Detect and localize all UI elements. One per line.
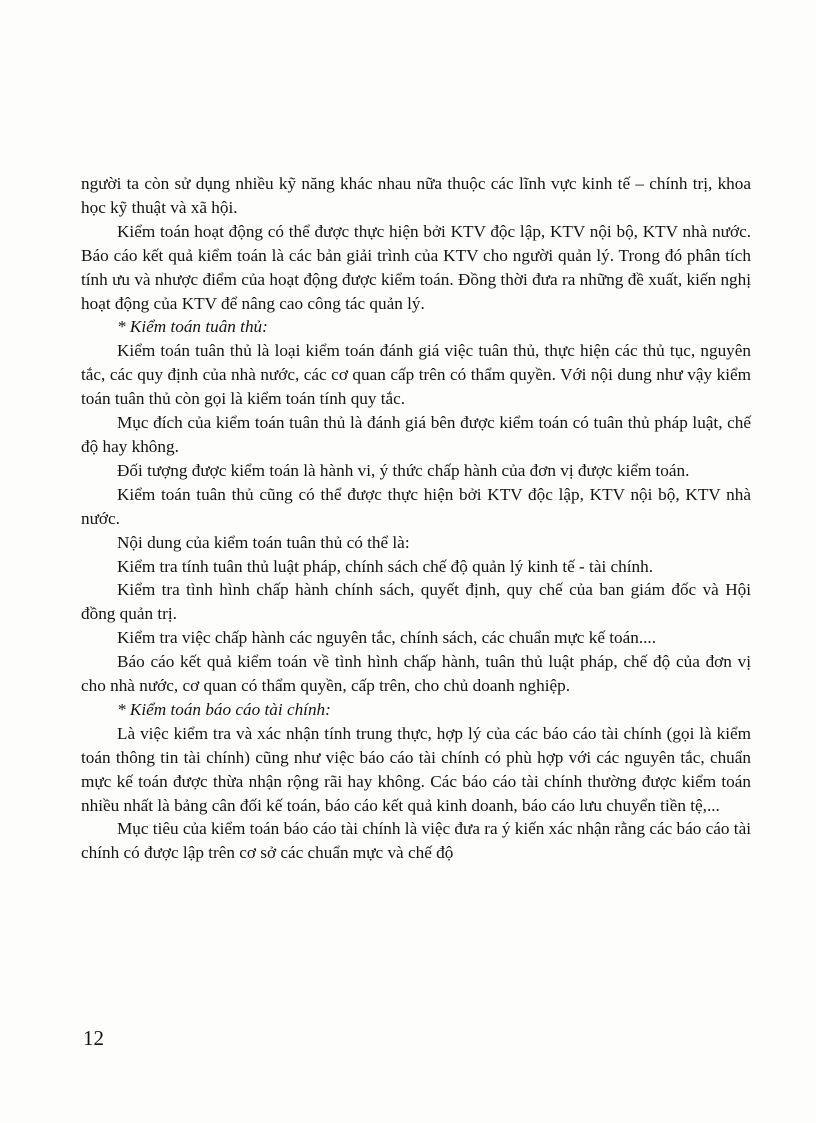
paragraph: Mục tiêu của kiểm toán báo cáo tài chính là việc đưa ra ý kiến xác nhận rằng các báo cáo tài chính có được lập trên cơ sở các chuẩn mực và chế độ [81, 819, 751, 863]
paragraph: Nội dung của kiểm toán tuân thủ có thể là: [117, 532, 410, 552]
section-heading-text: * Kiểm toán báo cáo tài chính: [117, 699, 331, 719]
list-item: Kiểm tra tình hình chấp hành chính sách, quyết định, quy chế của ban giám đốc và Hội đồng quản trị. [81, 580, 751, 624]
paragraph: Kiểm toán hoạt động có thể được thực hiện bởi KTV độc lập, KTV nội bộ, KTV nhà nước. Báo cáo kết quả kiểm toán là các bản giải trình của KTV cho người quản lý. Trong đó phân tích tính ưu và nhược điểm của hoạt động được kiểm toán. Đồng thời đưa ra những đề xuất, kiến nghị hoạt động của KTV để nâng cao công tác quản lý. [81, 221, 751, 313]
paragraph: Kiểm toán tuân thủ cũng có thể được thực hiện bởi KTV độc lập, KTV nội bộ, KTV nhà nước. [81, 484, 751, 528]
paragraph: Báo cáo kết quả kiểm toán về tình hình chấp hành, tuân thủ luật pháp, chế độ của đơn vị cho nhà nước, cơ quan có thẩm quyền, cấp trên, cho chủ doanh nghiệp. [81, 652, 751, 696]
list-item: Kiểm tra tính tuân thủ luật pháp, chính sách chế độ quản lý kinh tế - tài chính. [117, 556, 654, 576]
section-heading-text: * Kiểm toán tuân thủ: [117, 317, 268, 337]
page-number: 12 [83, 1026, 104, 1050]
paragraph: người ta còn sử dụng nhiều kỹ năng khác nhau nữa thuộc các lĩnh vực kinh tế – chính trị, khoa học kỹ thuật và xã hội. [81, 174, 751, 217]
paragraph: Là việc kiểm tra và xác nhận tính trung thực, hợp lý của các báo cáo tài chính (gọi là kiểm toán thông tin tài chính) cũng như việc báo cáo tài chính có phù hợp với các nguyên tắc, chuẩn mực kế toán được thừa nhận rộng rãi hay không. Các báo cáo tài chính thường được kiểm toán nhiều nhất là bảng cân đối kế toán, báo cáo kết quả kinh doanh, báo cáo lưu chuyển tiền tệ,... [81, 723, 751, 815]
paragraph: Đối tượng được kiểm toán là hành vi, ý thức chấp hành của đơn vị được kiểm toán. [117, 460, 690, 480]
section-heading [81, 315, 751, 339]
paragraph: Kiểm toán tuân thủ là loại kiểm toán đánh giá việc tuân thủ, thực hiện các thủ tục, nguyên tắc, các quy định của nhà nước, các cơ quan cấp trên có thẩm quyền. Với nội dung như vậy kiểm toán tuân thủ còn gọi là kiểm toán tính quy tắc. [81, 341, 751, 409]
list-item: Kiểm tra việc chấp hành các nguyên tắc, chính sách, các chuẩn mực kế toán.... [117, 628, 657, 648]
body-text [81, 172, 751, 865]
section-heading [81, 698, 751, 722]
paragraph: Mục đích của kiểm toán tuân thủ là đánh giá bên được kiểm toán có tuân thủ pháp luật, chế độ hay không. [81, 413, 751, 456]
